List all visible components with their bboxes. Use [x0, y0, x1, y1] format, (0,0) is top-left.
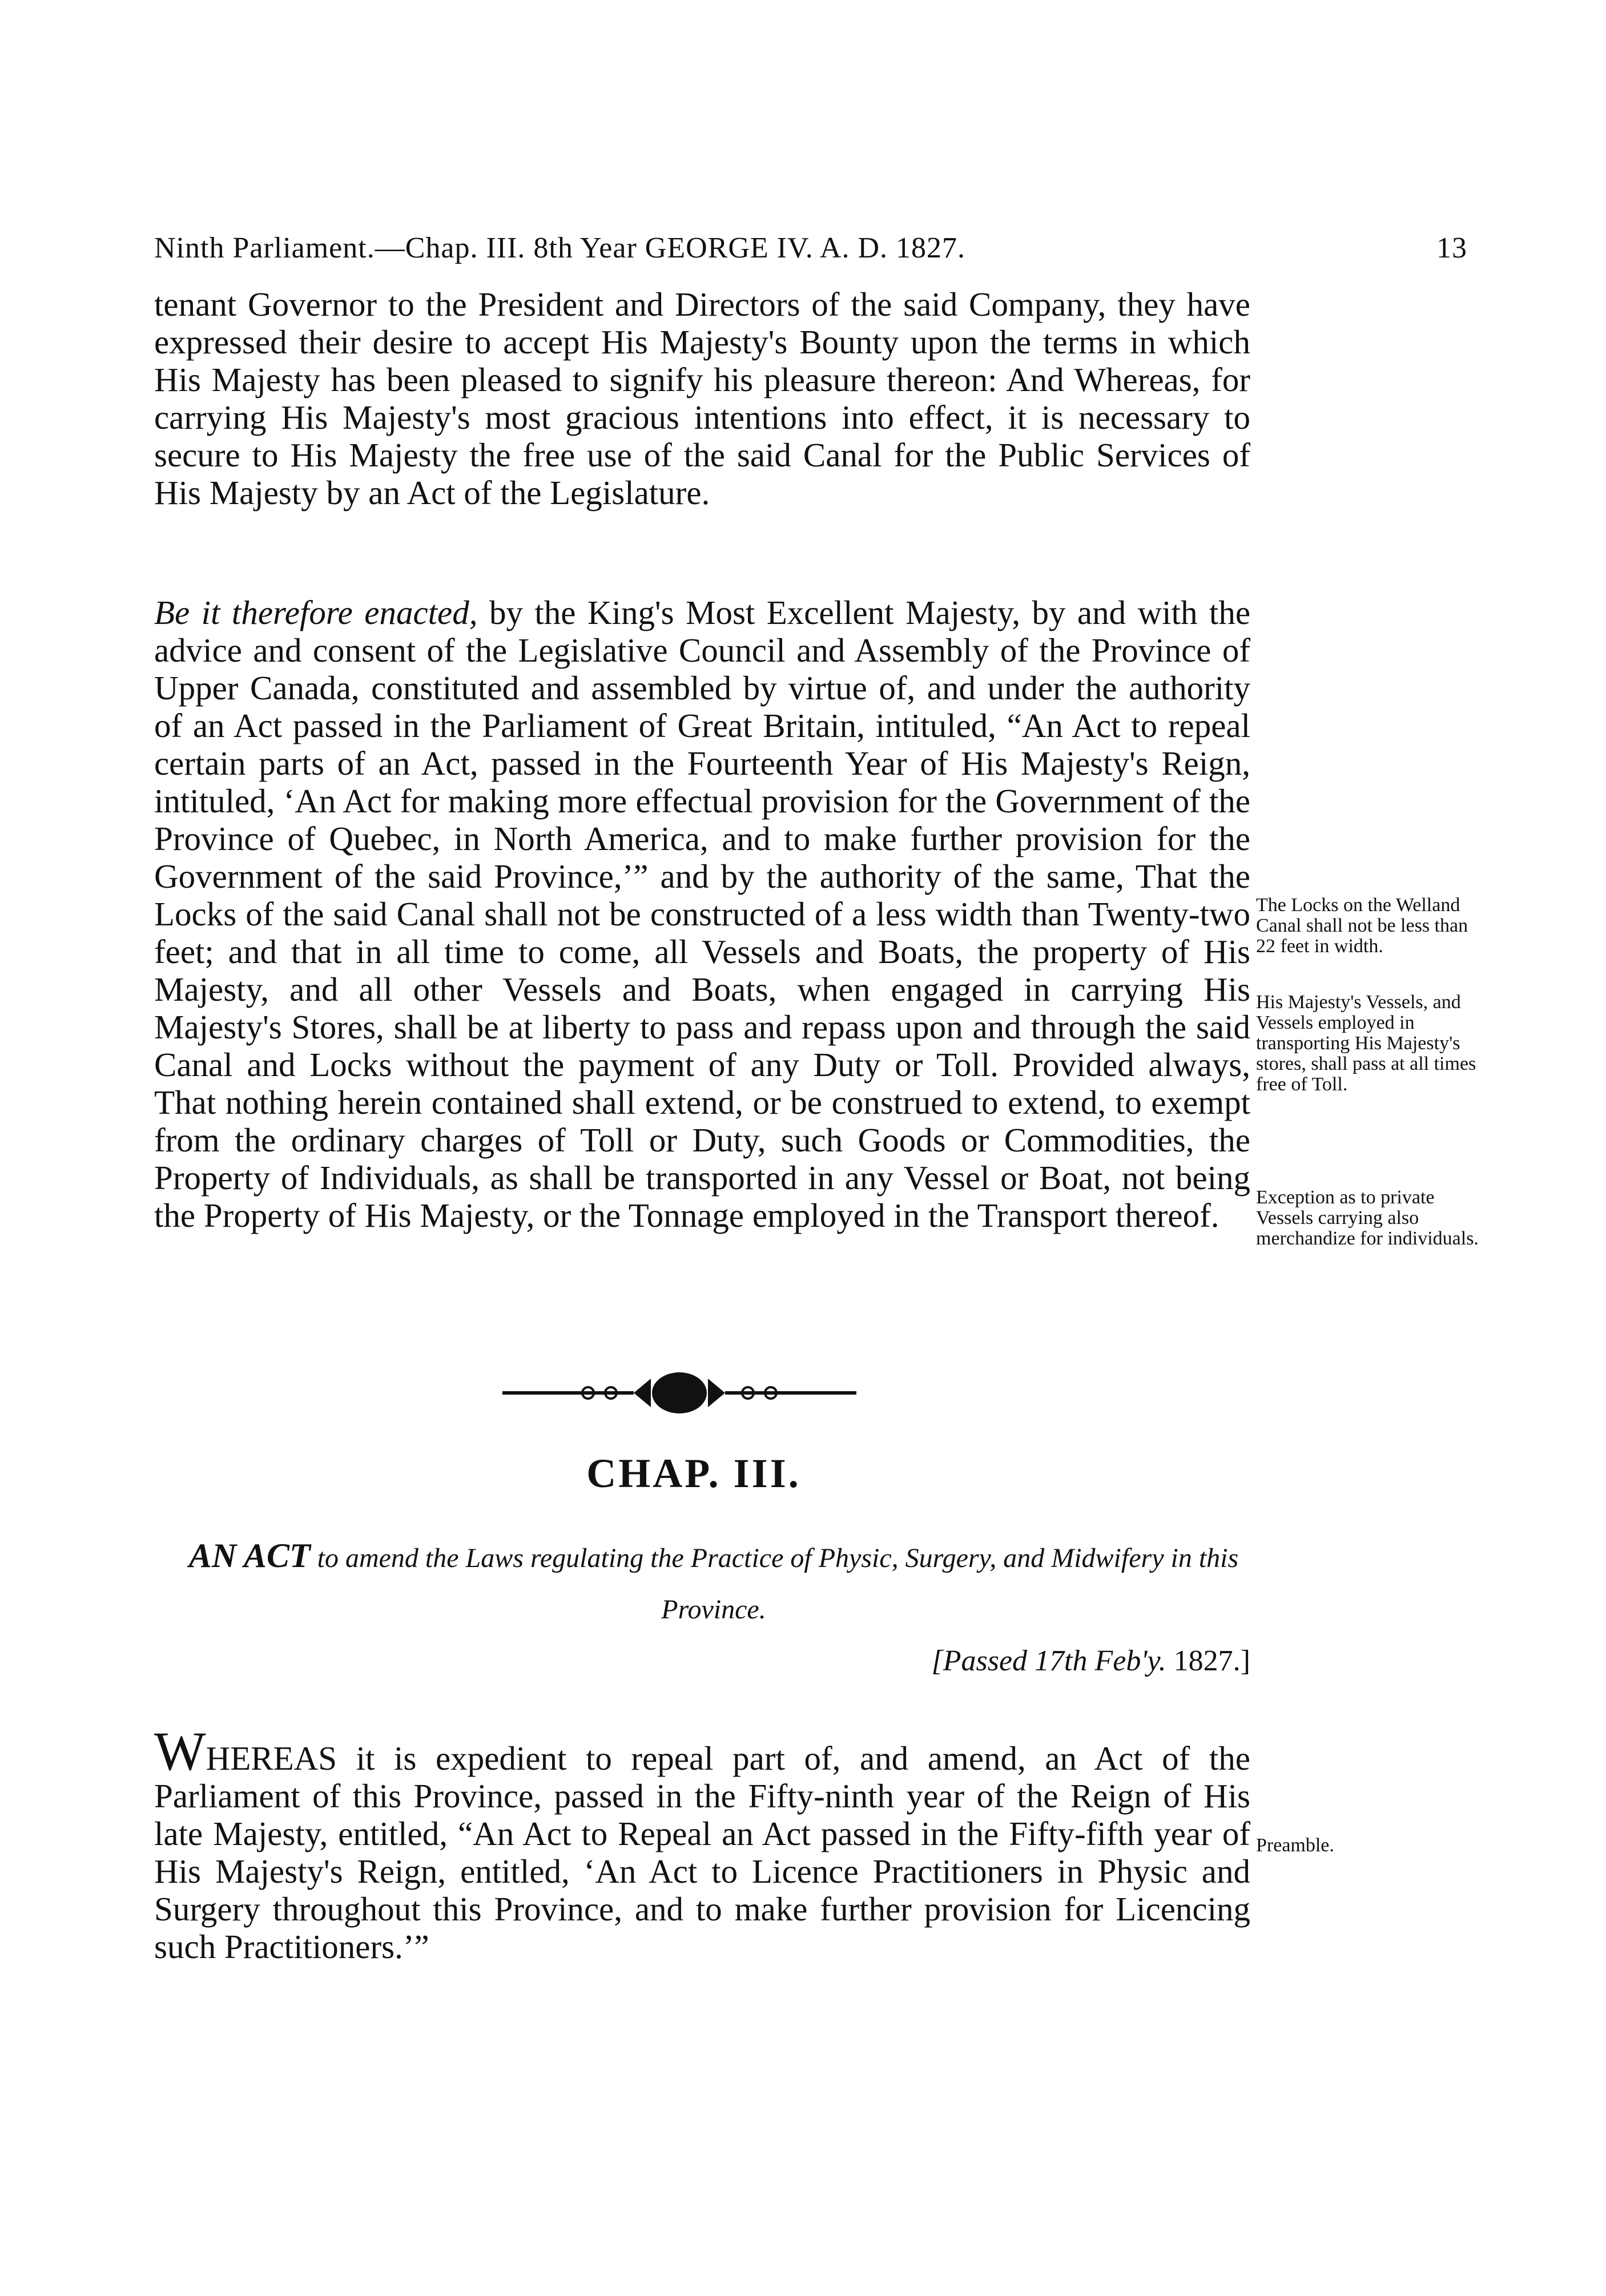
passed-label: [Passed — [931, 1645, 1028, 1677]
act-title-text: to amend the Laws regulating the Practice of Physic, Surgery, and Midwifery in this Province. — [317, 1543, 1239, 1625]
passed-year: 1827.] — [1173, 1645, 1250, 1677]
drop-cap: W — [154, 1721, 206, 1782]
paragraph-continuation: tenant Governor to the President and Directors of the said Company, they have expressed their desire to accept His Majesty's Bounty upon the terms in which His Majesty has been pleased to signify his pleasure thereon: And Whereas, for carrying His Majesty's most gracious intentions into effect, it is necessary to secure to His Majesty the free use of the said Canal for the Public Services of His Majesty by an Act of the Legislature. — [154, 285, 1250, 511]
running-title: Ninth Parliament.—Chap. III. 8th Year GEORGE IV. A. D. 1827. — [154, 232, 966, 264]
margin-note-locks-width: The Locks on the Welland Canal shall not be less than 22 feet in width. — [1256, 895, 1468, 957]
page-header — [154, 231, 1467, 277]
preamble-paragraph — [154, 1721, 1250, 1965]
margin-note-free-passage: His Majesty's Vessels, and Vessels employed in transporting His Majesty's stores, shall pass at all times free of Toll. — [1256, 992, 1476, 1095]
margin-note-preamble: Preamble. — [1256, 1835, 1334, 1856]
margin-note-exception: Exception as to private Vessels carrying also merchandize for individuals. — [1256, 1187, 1479, 1249]
ornament-divider — [502, 1370, 856, 1416]
enacting-clause-lead: Be it therefore enacted, — [154, 594, 478, 631]
act-title-lead: AN ACT — [188, 1537, 311, 1574]
enacting-paragraph — [154, 594, 1250, 1234]
chapter-heading: CHAP. III. — [586, 1451, 801, 1496]
page-number: 13 — [1436, 232, 1467, 264]
passed-date — [799, 1644, 1250, 1678]
enacting-clause-text: by the King's Most Excellent Majesty, by and with the advice and consent of the Legislative Council and Assembly of the Province of Upper Canada, constituted and assembled by virtue of, and under the authority of an Act passed in the Parliament of Great Britain, intituled, “An Act to repeal certain parts of an Act, passed in the Fourteenth Year of His Majesty's Reign, intituled, ‘An Act for making more effectual provision for the Government of the Province of Quebec, in North America, and to make further provision for the Government of the said Province,’” and by the authority of the same, That the Locks of the said Canal shall not be constructed of a less width than Twenty-two feet; and that in all time to come, all Vessels and Boats, the property of His Majesty, and all other Vessels and Boats, when engaged in carrying His Majesty's Stores, shall be at liberty to pass and repass upon and through the said Canal and Locks without the payment of any Duty or Toll. Provided always, That nothing herein contained shall extend, or be construed to extend, to exempt from the ordinary charges of Toll or Duty, such Goods or Commodities, the Property of Individuals, as shall be transported in any Vessel or Boat, not being the Property of His Majesty, or the Tonnage employed in the Transport thereof. — [154, 594, 1251, 1234]
passed-day: 17th Feb'y. — [1035, 1645, 1166, 1677]
preamble-text: HEREAS it is expedient to repeal part of, and amend, an Act of the Parliament of this Province, passed in the Fifty-ninth year of the Reign of His late Majesty, entitled, “An Act to Repeal an Act passed in the Fifty-fifth year of His Majesty's Reign, entitled, ‘An Act to Licence Practitioners in Physic and Surgery throughout this Province, and to make further provision for Licencing such Practitioners.’” — [154, 1739, 1250, 1965]
act-title — [171, 1530, 1256, 1636]
